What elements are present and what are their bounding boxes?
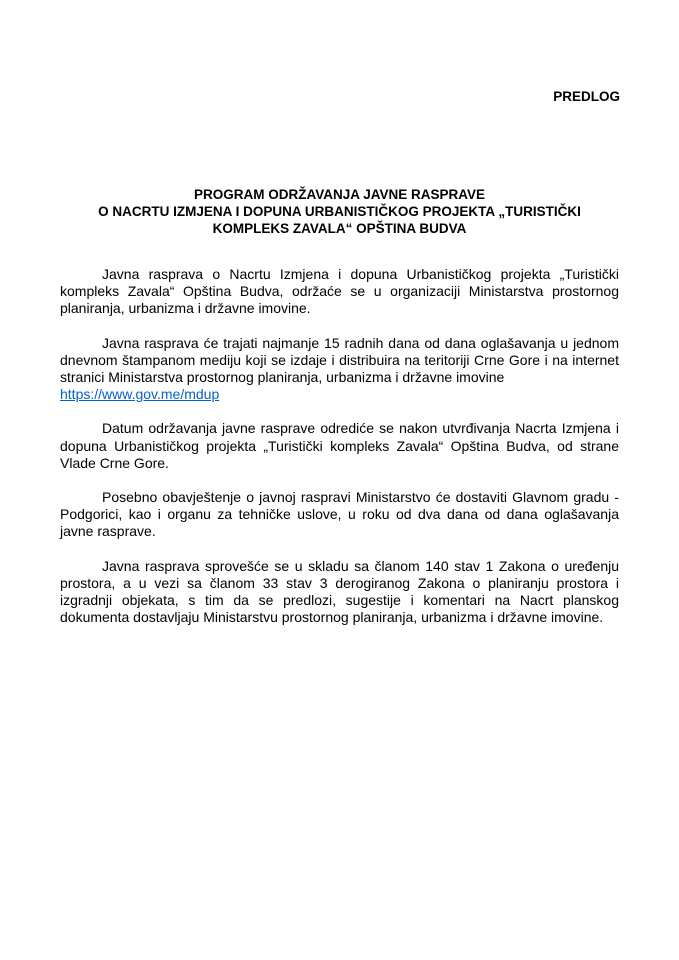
title-line-2: O NACRTU IZMJENA I DOPUNA URBANISTIČKOG PROJEKTA „TURISTIČKI: [98, 204, 581, 219]
document-label: PREDLOG: [553, 89, 620, 104]
paragraph-3-text: Datum održavanja javne rasprave odrediće se nakon utvrđivanja Nacrta Izmjena i dopuna Urbanističkog projekta „Turistički kompleks Zavala“ Opština Budva, od strane Vlade Crne Gore.: [60, 420, 619, 471]
paragraph-2-text: Javna rasprava će trajati najmanje 15 radnih dana od dana oglašavanja u jednom dnevnom štampanom mediju koji se izdaje i distribuira na teritoriji Crne Gore i na internet stranici Ministarstva prostornog planiranja, urbanizma i državne imovine: [60, 334, 619, 386]
ministry-link[interactable]: https://www.gov.me/mdup: [60, 386, 220, 403]
paragraph-1: [60, 266, 619, 318]
paragraph-3: [60, 420, 619, 472]
paragraph-5: [60, 558, 619, 627]
document-body: [60, 266, 619, 643]
title-line-3: KOMPLEKS ZAVALA“ OPŠTINA BUDVA: [212, 221, 467, 236]
paragraph-4-text: Posebno obavještenje o javnoj raspravi Ministarstvo će dostaviti Glavnom gradu - Podgorici, kao i organu za tehničke uslove, u roku od dva dana od dana oglašavanja javne rasprave.: [60, 489, 619, 540]
paragraph-2: [60, 335, 619, 404]
title-line-1: PROGRAM ODRŽAVANJA JAVNE RASPRAVE: [193, 187, 486, 202]
paragraph-1-text: Javna rasprava o Nacrtu Izmjena i dopuna Urbanističkog projekta „Turistički kompleks Zavala“ Opština Budva, održaće se u organizaciji Ministarstva prostornog planiranja, urbanizma i državne imovine.: [60, 266, 619, 317]
paragraph-5-text: Javna rasprava sprovešće se u skladu sa članom 140 stav 1 Zakona o uređenju prostora, a u vezi sa članom 33 stav 3 derogiranog Zakona o planiranju prostora i izgradnji objekata, s tim da se predlozi, sugestije i komentari na Nacrt planskog dokumenta dostavljaju Ministarstvu prostornog planiranja, urbanizma i državne imovine.: [60, 557, 619, 626]
paragraph-4: [60, 489, 619, 541]
document-title: [60, 186, 619, 237]
